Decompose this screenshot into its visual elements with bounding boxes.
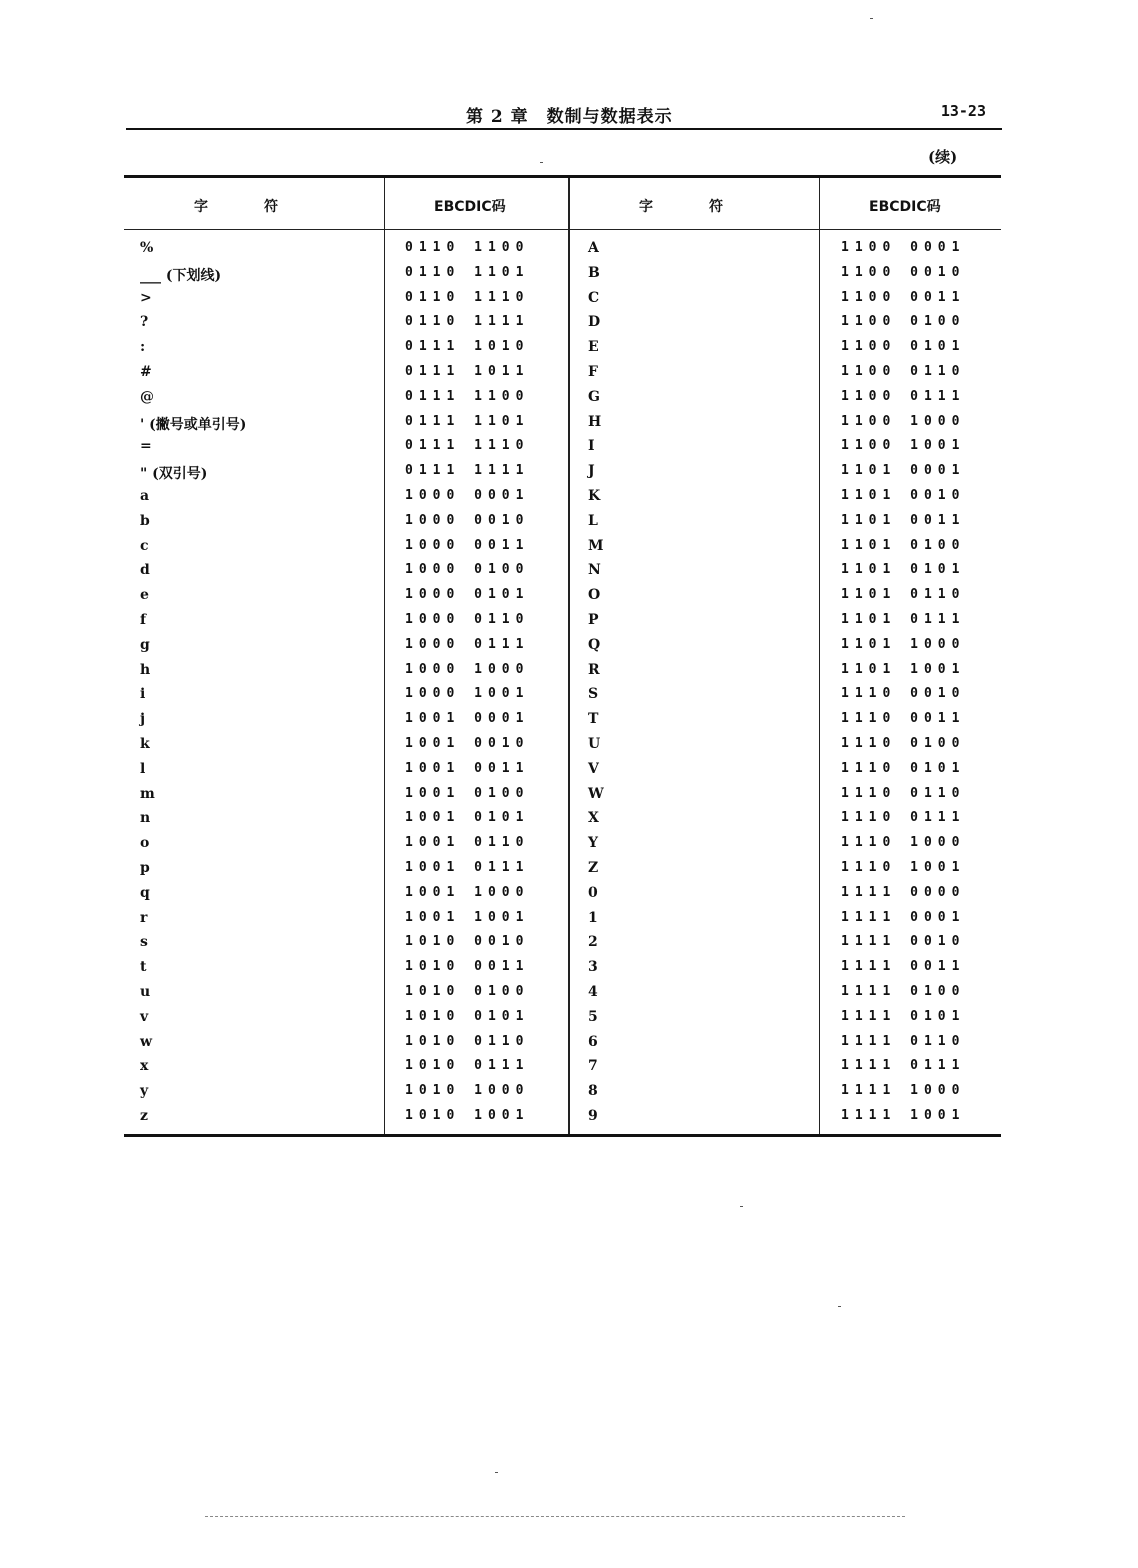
code-left-cell: 0111 1011 xyxy=(405,364,530,379)
table-row xyxy=(124,831,1001,856)
code-right-cell: 1110 0100 xyxy=(841,736,966,751)
char-right-cell: F xyxy=(588,364,598,380)
scan-speck xyxy=(495,1472,498,1473)
code-right-cell: 1111 0011 xyxy=(841,959,966,975)
table-row xyxy=(124,782,1001,807)
char-left-cell: ? xyxy=(140,314,149,331)
code-right-cell: 1110 0111 xyxy=(841,810,966,826)
code-left-cell: 1000 1000 xyxy=(405,661,530,677)
code-left-cell: 1010 1001 xyxy=(405,1108,530,1123)
char-right-cell: U xyxy=(588,736,601,752)
code-left-cell: 1010 1000 xyxy=(405,1083,530,1099)
char-left-cell: x xyxy=(140,1058,149,1075)
code-left-cell: 1001 0101 xyxy=(405,810,530,826)
char-right-cell: W xyxy=(588,785,604,802)
table-row xyxy=(124,360,1001,385)
code-left-cell: 1001 0100 xyxy=(405,785,530,801)
code-left-cell: 1001 0010 xyxy=(405,736,530,751)
char-left-cell: @ xyxy=(140,388,154,405)
table-row xyxy=(124,583,1001,608)
code-right-cell: 1100 0101 xyxy=(841,339,966,355)
code-left-cell: 1000 0101 xyxy=(405,587,530,603)
code-right-cell: 1101 0011 xyxy=(841,512,966,528)
table-row xyxy=(124,757,1001,782)
char-left-cell: t xyxy=(140,959,147,976)
table-row xyxy=(124,509,1001,534)
char-right-cell: R xyxy=(588,661,600,678)
char-right-cell: K xyxy=(588,488,601,504)
code-left-cell: 1001 0110 xyxy=(405,835,530,851)
code-right-cell: 1111 0111 xyxy=(841,1058,966,1074)
table-row xyxy=(124,335,1001,360)
code-right-cell: 1101 0001 xyxy=(841,463,966,479)
page-number: 13-23 xyxy=(940,102,986,120)
code-left-cell: 0111 1101 xyxy=(405,413,530,429)
table-row xyxy=(124,707,1001,732)
code-right-cell: 1100 0111 xyxy=(841,388,966,404)
code-right-cell: 1111 0110 xyxy=(841,1033,966,1049)
code-right-cell: 1111 0010 xyxy=(841,934,966,950)
code-right-cell: 1101 1001 xyxy=(841,661,966,677)
code-left-cell: 1000 0010 xyxy=(405,512,530,528)
char-right-cell: 4 xyxy=(588,984,598,1000)
header-rule xyxy=(124,229,1001,230)
char-left-cell: a xyxy=(140,488,150,504)
code-right-cell: 1111 1000 xyxy=(841,1083,966,1099)
code-left-cell: 1010 0111 xyxy=(405,1058,530,1074)
header-char-left: 字 符 xyxy=(194,199,278,215)
code-right-cell: 1111 0000 xyxy=(841,884,966,900)
scan-artifact-line xyxy=(205,1516,905,1517)
char-right-cell: 6 xyxy=(588,1033,598,1050)
table-row xyxy=(124,806,1001,831)
code-right-cell: 1110 1000 xyxy=(841,835,966,851)
char-right-cell: I xyxy=(588,438,595,455)
char-right-cell: 5 xyxy=(588,1008,598,1025)
scan-speck xyxy=(838,1306,841,1307)
char-left-cell: b xyxy=(140,512,150,529)
code-left-cell: 1010 0100 xyxy=(405,984,530,999)
char-left-cell: u xyxy=(140,984,151,1000)
char-right-cell: X xyxy=(588,810,599,827)
table-row xyxy=(124,534,1001,559)
code-right-cell: 1110 1001 xyxy=(841,860,966,875)
code-right-cell: 1101 1000 xyxy=(841,636,966,652)
code-right-cell: 1111 0001 xyxy=(841,909,966,925)
char-right-cell: 9 xyxy=(588,1108,598,1124)
table-row xyxy=(124,434,1001,459)
code-right-cell: 1101 0100 xyxy=(841,537,966,553)
table-row xyxy=(124,459,1001,484)
code-left-cell: 1000 1001 xyxy=(405,686,530,702)
table-row xyxy=(124,1104,1001,1129)
char-right-cell: 2 xyxy=(588,934,598,951)
char-left-cell: o xyxy=(140,835,150,852)
code-right-cell: 1110 0010 xyxy=(841,686,966,702)
code-right-cell: 1100 0010 xyxy=(841,264,966,280)
code-left-cell: 1010 0101 xyxy=(405,1008,530,1024)
char-left-cell: l xyxy=(140,760,146,777)
code-right-cell: 1100 1001 xyxy=(841,438,966,454)
char-right-cell: D xyxy=(588,314,601,331)
code-right-cell: 1110 0110 xyxy=(841,785,966,801)
char-right-cell: S xyxy=(588,686,599,703)
table-row xyxy=(124,1079,1001,1104)
code-left-cell: 1001 1001 xyxy=(405,909,530,925)
char-right-cell: L xyxy=(588,512,598,529)
char-right-cell: Q xyxy=(588,636,601,653)
code-left-cell: 0111 1010 xyxy=(405,339,530,355)
char-right-cell: Y xyxy=(588,835,598,852)
code-left-cell: 0111 1111 xyxy=(405,463,530,479)
char-left-cell: ' (撇号或单引号) xyxy=(140,416,247,433)
table-row xyxy=(124,484,1001,509)
char-left-cell: z xyxy=(140,1108,148,1124)
char-right-cell: B xyxy=(588,264,600,281)
code-right-cell: 1100 0110 xyxy=(841,364,966,379)
continued-label: (续) xyxy=(928,148,958,166)
scan-speck xyxy=(540,162,543,163)
table-row xyxy=(124,1054,1001,1079)
char-left-cell: g xyxy=(140,636,150,653)
char-right-cell: T xyxy=(588,711,599,728)
char-right-cell: C xyxy=(588,289,600,306)
header-code-right: EBCDIC码 xyxy=(869,199,941,215)
table-row xyxy=(124,881,1001,906)
table-row xyxy=(124,286,1001,311)
code-left-cell: 0110 1100 xyxy=(405,240,530,255)
char-left-cell: : xyxy=(140,339,146,356)
char-right-cell: 3 xyxy=(588,959,598,976)
char-right-cell: Z xyxy=(588,860,599,876)
code-left-cell: 1000 0011 xyxy=(405,537,530,553)
table-row xyxy=(124,980,1001,1005)
char-left-cell: r xyxy=(140,909,148,926)
code-left-cell: 1000 0110 xyxy=(405,612,530,627)
char-left-cell: > xyxy=(140,289,152,306)
table-row xyxy=(124,682,1001,707)
table-row xyxy=(124,385,1001,410)
char-left-cell: % xyxy=(140,240,154,256)
table-row xyxy=(124,410,1001,435)
code-left-cell: 0110 1110 xyxy=(405,289,530,305)
code-left-cell: 1010 0110 xyxy=(405,1033,530,1049)
code-left-cell: 1001 1000 xyxy=(405,884,530,900)
code-right-cell: 1111 1001 xyxy=(841,1108,966,1123)
scan-speck xyxy=(740,1206,743,1207)
char-left-cell: y xyxy=(140,1083,149,1100)
code-left-cell: 0110 1101 xyxy=(405,264,530,280)
code-left-cell: 0111 1110 xyxy=(405,438,530,454)
code-left-cell: 1001 0111 xyxy=(405,860,530,875)
code-left-cell: 1010 0011 xyxy=(405,959,530,975)
char-left-cell: h xyxy=(140,661,151,678)
table-row xyxy=(124,608,1001,633)
char-left-cell: j xyxy=(140,711,146,728)
char-left-cell: p xyxy=(140,860,150,876)
char-left-cell: q xyxy=(140,884,150,901)
table-row xyxy=(124,1030,1001,1055)
code-left-cell: 0111 1100 xyxy=(405,388,530,404)
table-row xyxy=(124,261,1001,286)
char-left-cell: m xyxy=(140,785,155,802)
char-right-cell: 7 xyxy=(588,1058,598,1075)
code-left-cell: 1010 0010 xyxy=(405,934,530,950)
header-char-right: 字 符 xyxy=(639,199,723,215)
code-right-cell: 1110 0101 xyxy=(841,760,966,776)
table-row xyxy=(124,658,1001,683)
page-header xyxy=(126,98,1002,130)
code-left-cell: 1001 0011 xyxy=(405,760,530,776)
table-row xyxy=(124,930,1001,955)
char-right-cell: M xyxy=(588,537,604,554)
char-left-cell: d xyxy=(140,562,150,579)
table-row xyxy=(124,1005,1001,1030)
char-left-cell: n xyxy=(140,810,151,827)
table-row xyxy=(124,558,1001,583)
header-code-left: EBCDIC码 xyxy=(434,199,506,215)
char-right-cell: J xyxy=(588,463,595,480)
code-left-cell: 1000 0100 xyxy=(405,562,530,578)
char-right-cell: A xyxy=(588,240,599,256)
code-right-cell: 1111 0100 xyxy=(841,984,966,999)
char-right-cell: H xyxy=(588,413,602,430)
code-right-cell: 1101 0110 xyxy=(841,587,966,603)
ebcdic-table xyxy=(124,175,1001,1137)
code-left-cell: 1000 0001 xyxy=(405,488,530,503)
code-right-cell: 1100 1000 xyxy=(841,413,966,429)
char-left-cell: ___ (下划线) xyxy=(140,267,222,284)
char-left-cell: w xyxy=(140,1033,153,1050)
char-left-cell: # xyxy=(140,364,152,380)
code-right-cell: 1100 0001 xyxy=(841,240,966,255)
char-right-cell: N xyxy=(588,562,601,579)
code-right-cell: 1110 0011 xyxy=(841,711,966,727)
char-right-cell: 0 xyxy=(588,884,598,901)
char-left-cell: f xyxy=(140,612,147,628)
code-left-cell: 1001 0001 xyxy=(405,711,530,727)
table-row xyxy=(124,955,1001,980)
char-right-cell: 8 xyxy=(588,1083,598,1100)
code-right-cell: 1111 0101 xyxy=(841,1008,966,1024)
table-row xyxy=(124,906,1001,931)
table-row xyxy=(124,236,1001,261)
code-right-cell: 1101 0010 xyxy=(841,488,966,503)
char-left-cell: s xyxy=(140,934,148,951)
char-left-cell: e xyxy=(140,587,149,604)
code-left-cell: 1000 0111 xyxy=(405,636,530,652)
char-right-cell: E xyxy=(588,339,599,356)
char-right-cell: V xyxy=(588,760,599,777)
char-left-cell: i xyxy=(140,686,146,703)
code-right-cell: 1100 0011 xyxy=(841,289,966,305)
scan-speck xyxy=(870,18,873,19)
code-left-cell: 0110 1111 xyxy=(405,314,530,330)
code-right-cell: 1100 0100 xyxy=(841,314,966,330)
char-left-cell: v xyxy=(140,1008,149,1025)
char-left-cell: " (双引号) xyxy=(140,466,208,483)
table-row xyxy=(124,633,1001,658)
char-right-cell: O xyxy=(588,587,601,604)
char-left-cell: c xyxy=(140,537,149,554)
chapter-title: 第 2 章 数制与数据表示 xyxy=(466,107,673,127)
code-right-cell: 1101 0111 xyxy=(841,612,966,627)
char-right-cell: P xyxy=(588,612,599,628)
char-right-cell: G xyxy=(588,388,600,405)
table-row xyxy=(124,732,1001,757)
char-left-cell: k xyxy=(140,736,150,752)
char-right-cell: 1 xyxy=(588,909,598,926)
char-left-cell: = xyxy=(140,438,152,455)
code-right-cell: 1101 0101 xyxy=(841,562,966,578)
table-row xyxy=(124,310,1001,335)
table-row xyxy=(124,856,1001,881)
